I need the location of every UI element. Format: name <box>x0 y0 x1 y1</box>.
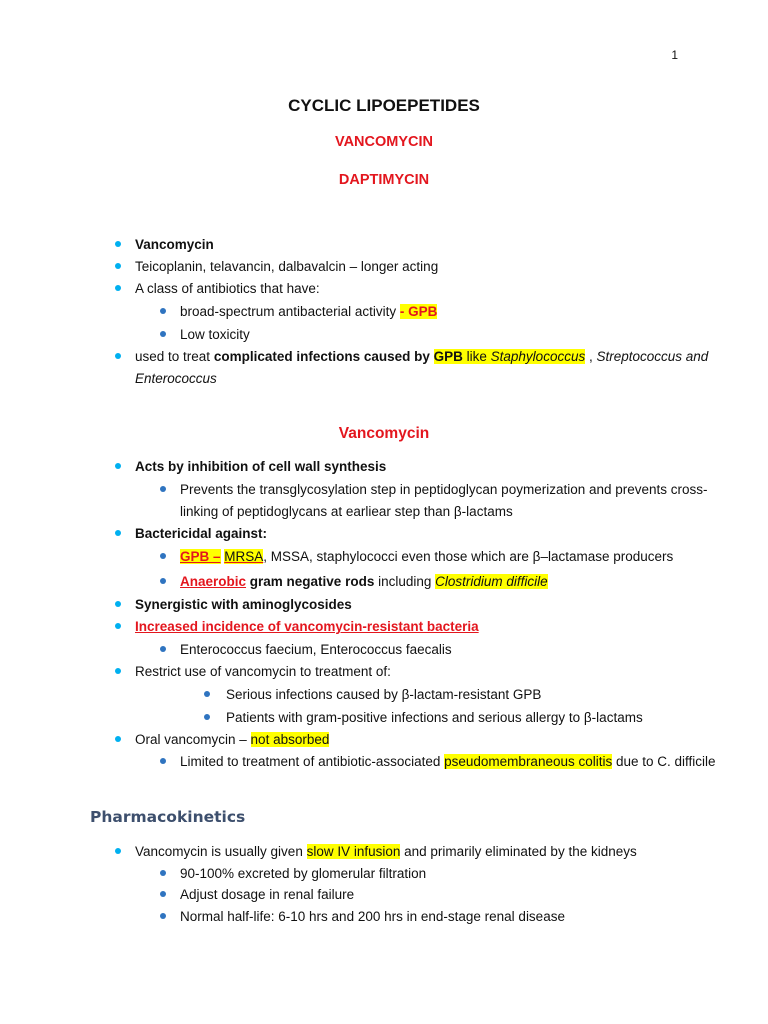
bullet-icon <box>115 623 121 629</box>
list-item <box>180 573 548 591</box>
list-item <box>135 843 637 861</box>
list-item: Increased incidence of vancomycin-resistant bacteria <box>135 619 479 634</box>
list-item: Patients with gram-positive infections and serious allergy to β-lactams <box>226 710 643 725</box>
page-number: 1 <box>671 48 678 62</box>
list-item <box>180 753 716 771</box>
bullet-icon <box>160 486 166 492</box>
anaerobic-label: Anaerobic <box>180 574 247 589</box>
bullet-icon <box>160 870 166 876</box>
bullet-icon <box>115 285 121 291</box>
text: Streptococcus and <box>596 349 709 364</box>
bullet-icon <box>115 241 121 247</box>
list-item: Serious infections caused by β-lactam-resistant GPB <box>226 687 542 702</box>
text: like <box>462 349 491 364</box>
text: , MSSA, staphylococci even those which are β–lactamase producers <box>263 549 674 564</box>
text: complicated infections caused by <box>213 349 434 364</box>
list-item: Restrict use of vancomycin to treatment of: <box>135 664 391 679</box>
bullet-icon <box>115 353 121 359</box>
section-heading-vancomycin: Vancomycin <box>338 425 430 442</box>
list-item <box>180 303 437 321</box>
iv-infusion-highlight: slow IV infusion <box>306 844 401 859</box>
bullet-icon <box>204 714 210 720</box>
bullet-icon <box>160 646 166 652</box>
bullet-icon <box>160 891 166 897</box>
bullet-icon <box>160 331 166 337</box>
list-item: Prevents the transglycosylation step in peptidoglycan poymerization and prevents cross- <box>180 482 708 497</box>
subtitle-vancomycin: VANCOMYCIN <box>334 134 433 150</box>
text: including <box>374 574 436 589</box>
text: due to C. difficile <box>612 754 716 769</box>
bullet-icon <box>160 578 166 584</box>
not-absorbed-highlight: not absorbed <box>250 732 330 747</box>
list-item: Vancomycin <box>135 237 214 252</box>
list-item-continuation: Enterococcus <box>135 371 217 386</box>
text: used to treat <box>135 349 214 364</box>
bullet-icon <box>115 668 121 674</box>
list-item: 90-100% excreted by glomerular filtration <box>180 866 427 881</box>
text: Limited to treatment of antibiotic-associated <box>180 754 445 769</box>
clostridium-highlight: Clostridium difficile <box>435 574 548 589</box>
bullet-icon <box>115 463 121 469</box>
list-item: Normal half-life: 6-10 hrs and 200 hrs in end-stage renal disease <box>180 909 565 924</box>
mrsa-highlight: MRSA <box>224 549 264 564</box>
list-item: Synergistic with aminoglycosides <box>135 597 352 612</box>
list-item: A class of antibiotics that have: <box>135 281 320 296</box>
text: and primarily eliminated by the kidneys <box>400 844 637 859</box>
bullet-icon <box>115 530 121 536</box>
list-item: Enterococcus faecium, Enterococcus faecalis <box>180 642 452 657</box>
bullet-icon <box>160 913 166 919</box>
gpb-highlight: GPB <box>433 349 463 364</box>
section-heading-pharmacokinetics: Pharmacokinetics <box>90 808 246 826</box>
text: broad-spectrum antibacterial activity <box>180 304 400 319</box>
list-item: Bactericidal against: <box>135 526 268 541</box>
bullet-icon <box>160 553 166 559</box>
text: Vancomycin is usually given <box>135 844 307 859</box>
text: , <box>585 349 597 364</box>
text: Staphylococcus <box>490 349 586 364</box>
page-title: CYCLIC LIPOEPETIDES <box>288 96 480 115</box>
colitis-highlight: pseudomembraneous colitis <box>444 754 613 769</box>
subtitle-daptimycin: DAPTIMYCIN <box>338 172 430 188</box>
gpb-highlight: - GPB <box>399 304 438 319</box>
text: gram negative rods <box>246 574 375 589</box>
bullet-icon <box>115 601 121 607</box>
bullet-icon <box>160 308 166 314</box>
list-item <box>135 731 329 749</box>
list-item: Teicoplanin, telavancin, dalbavalcin – longer acting <box>135 259 439 274</box>
bullet-icon <box>115 736 121 742</box>
list-item-continuation: linking of peptidoglycans at earliear step than β-lactams <box>180 504 513 519</box>
list-item: Low toxicity <box>180 327 250 342</box>
bullet-icon <box>204 691 210 697</box>
list-item: Acts by inhibition of cell wall synthesis <box>135 459 387 474</box>
list-item: Adjust dosage in renal failure <box>180 887 355 902</box>
bullet-icon <box>115 848 121 854</box>
gpb-label: GPB – <box>180 549 221 564</box>
bullet-icon <box>115 263 121 269</box>
list-item <box>180 548 673 566</box>
list-item <box>135 348 708 366</box>
bullet-icon <box>160 758 166 764</box>
text: Oral vancomycin – <box>135 732 251 747</box>
